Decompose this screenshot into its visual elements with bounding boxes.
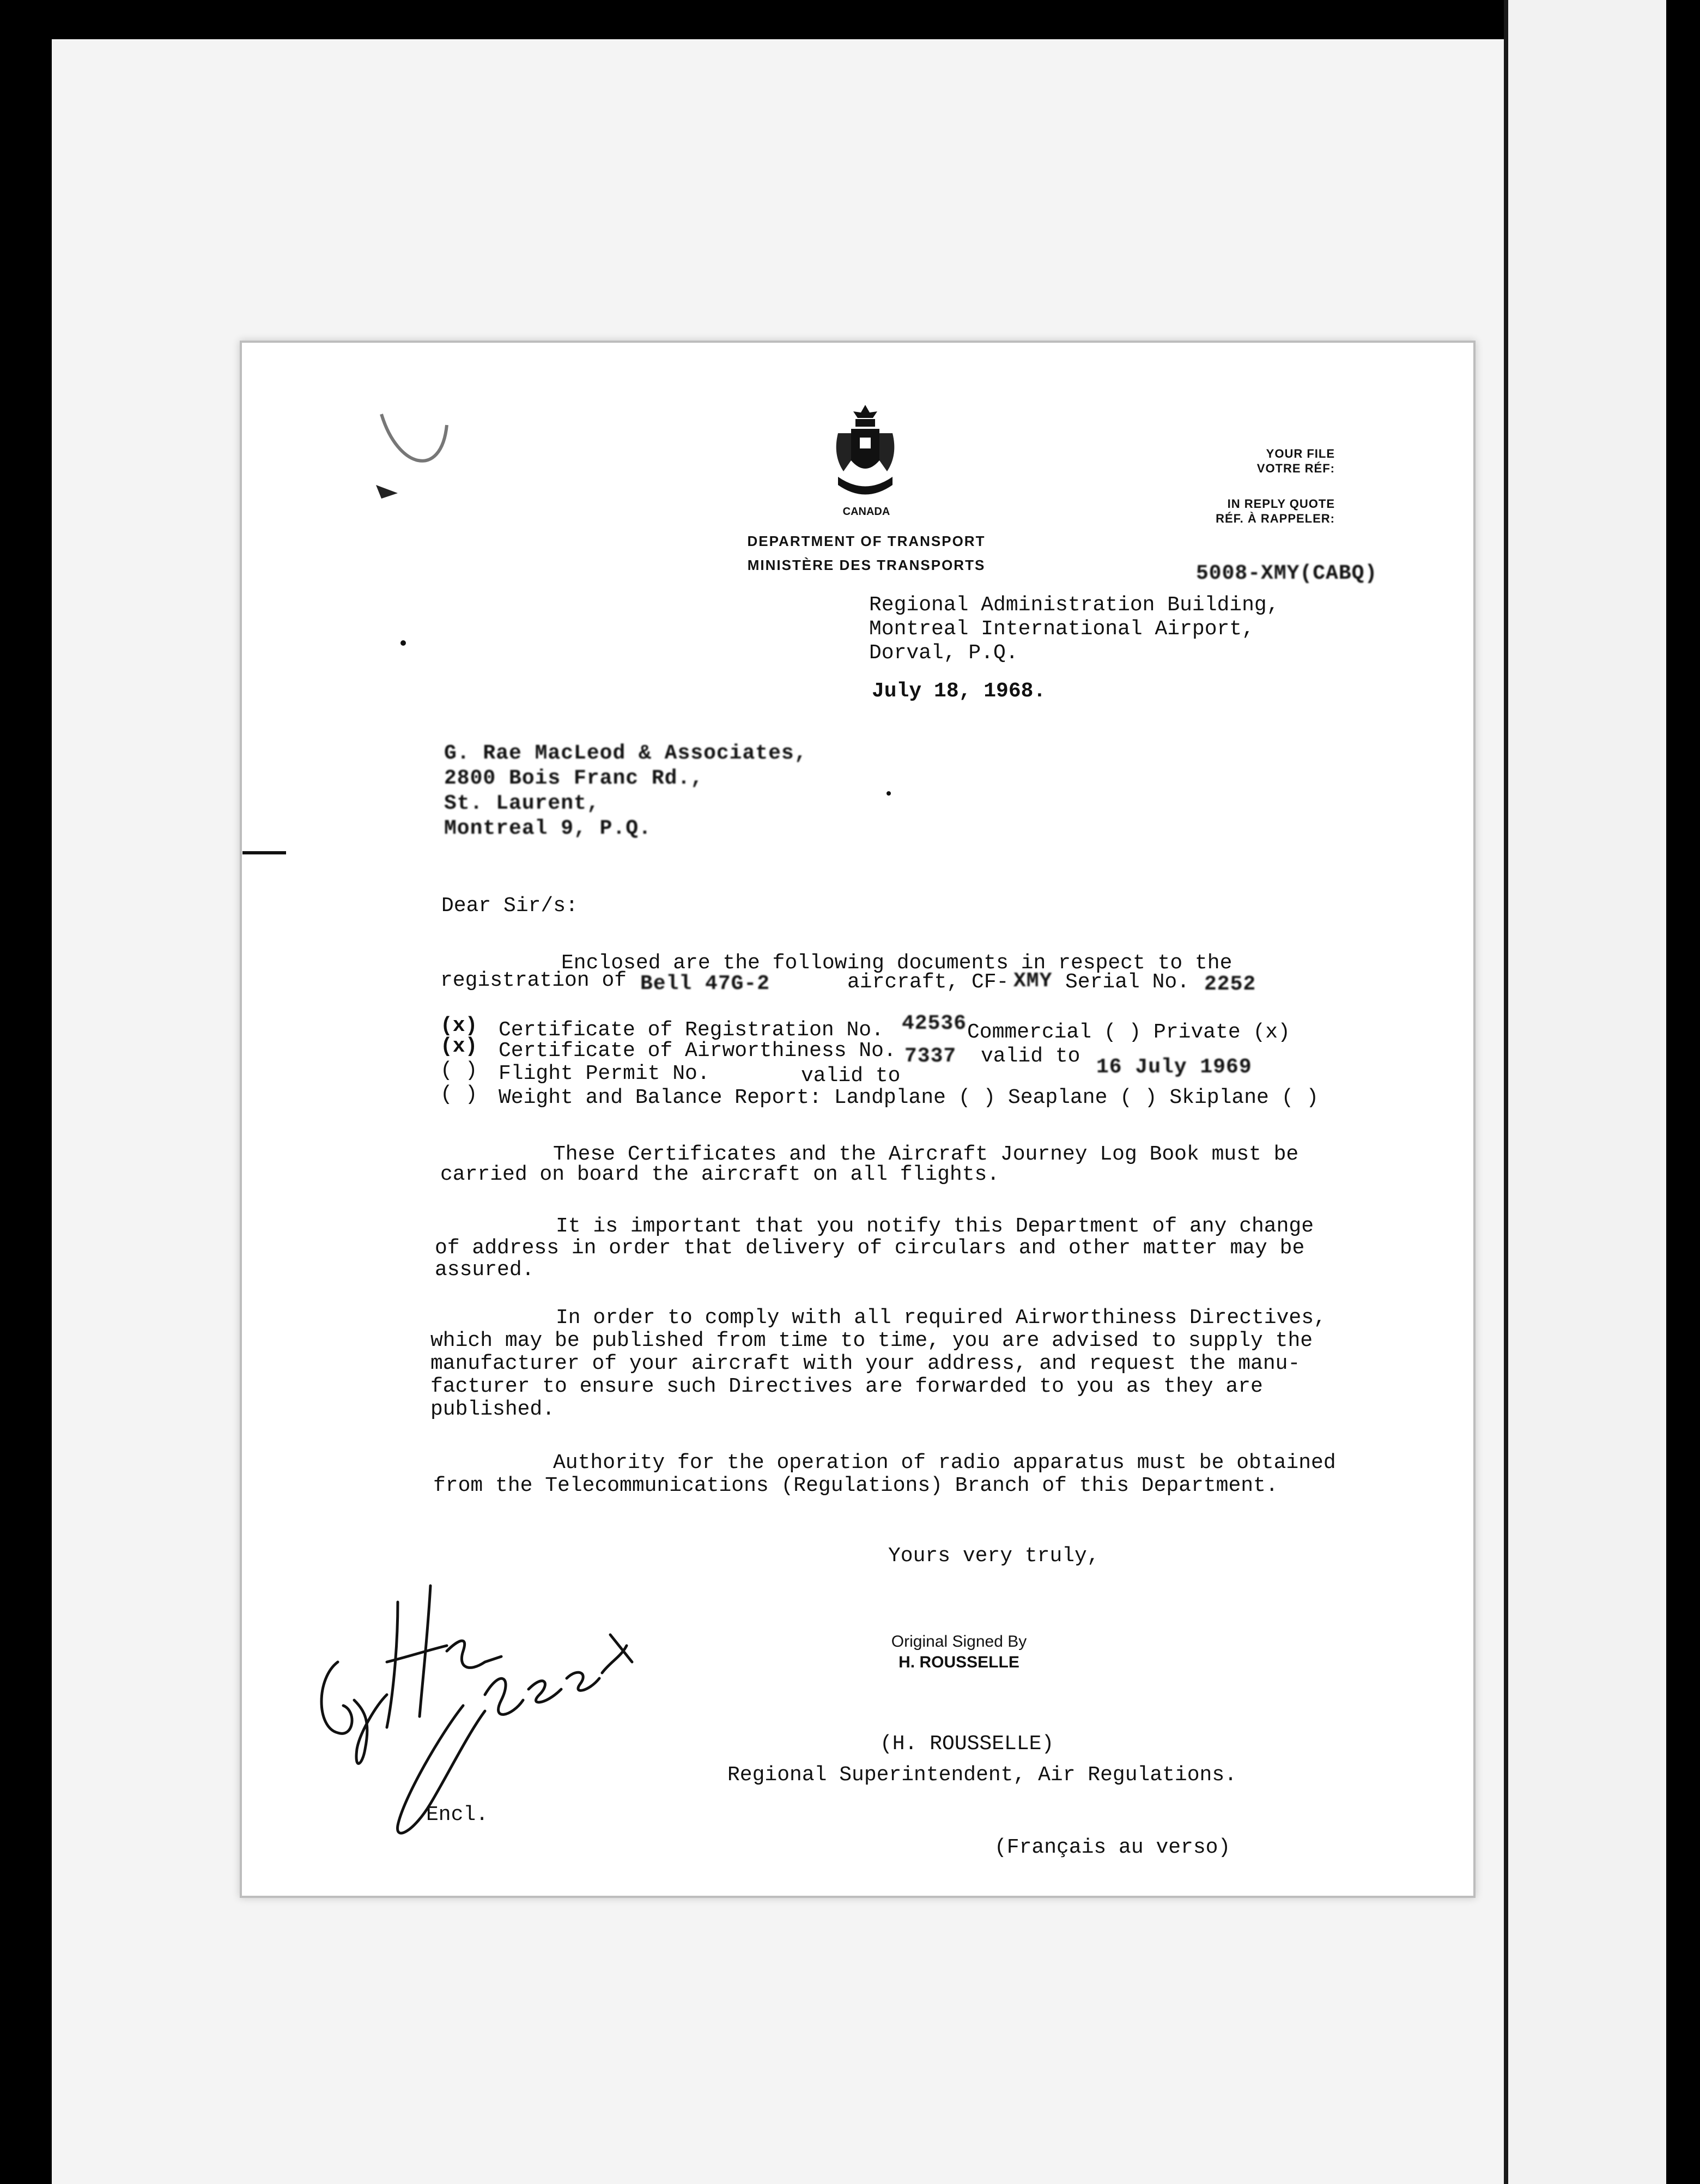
scan-border-left [0,0,52,2184]
checkbox-weight-balance: ( ) [440,1083,478,1106]
french-version-note: (Français au verso) [994,1836,1231,1859]
ref-a-rappeler-label: RÉF. À RAPPELER: [1216,512,1335,525]
airworthiness-cert-label: Certificate of Airworthiness No. [499,1039,896,1063]
scan-right-page-edge [1504,0,1666,2184]
registration-mark: XMY [1013,969,1053,993]
address-line-1: Regional Administration Building, [869,593,1279,617]
checkbox-airworthiness: (x) [440,1035,478,1058]
serial-label: Serial No. [1065,970,1190,994]
file-number: 5008-XMY(CABQ) [1196,562,1378,585]
coat-of-arms-icon [827,401,903,504]
scan-dot [887,791,891,796]
paragraph-3-line-2: which may be published from time to time, you are advised to supply the [430,1329,1313,1352]
signed-stamp-line-1: Original Signed By [891,1633,1027,1651]
paragraph-2-line-2: of address in order that delivery of circulars and other matter may be [435,1236,1305,1260]
airworthiness-valid-label: valid to [981,1045,1080,1068]
aircraft-label: aircraft, CF- [847,970,1009,994]
paragraph-1-line-2: carried on board the aircraft on all flights. [440,1163,1000,1186]
recipient-line-4: Montreal 9, P.Q. [444,817,652,840]
votre-ref-label: VOTRE RÉF: [1256,462,1335,475]
handwritten-signature [305,1569,643,1853]
recipient-line-3: St. Laurent, [444,792,600,815]
paragraph-3-line-1: In order to comply with all required Airworthiness Directives, [556,1306,1326,1330]
paragraph-3-line-3: manufacturer of your aircraft with your address, and request the manu- [430,1352,1301,1375]
scan-dot [400,640,406,646]
in-reply-quote-label: IN REPLY QUOTE [1227,497,1335,511]
intro-line-1: Enclosed are the following documents in respect to the [561,951,1232,975]
intro-registration-prefix: registration of [440,969,627,992]
paragraph-4-line-1: Authority for the operation of radio apparatus must be obtained [553,1451,1336,1475]
paragraph-2-line-3: assured. [435,1258,535,1282]
valediction: Yours very truly, [888,1544,1100,1568]
checkbox-flight-permit: ( ) [440,1059,478,1082]
country-label: CANADA [842,506,890,518]
paragraph-2-line-1: It is important that you notify this Department of any change [556,1215,1314,1238]
salutation: Dear Sir/s: [441,894,578,918]
department-en: DEPARTMENT OF TRANSPORT [747,533,986,549]
serial-number: 2252 [1204,973,1256,996]
address-line-3: Dorval, P.Q. [869,641,1018,665]
registration-cert-number: 42536 [902,1012,967,1035]
flight-permit-label: Flight Permit No. [499,1062,710,1085]
letter-date: July 18, 1968. [872,680,1046,703]
recipient-line-2: 2800 Bois Franc Rd., [444,767,704,790]
flight-permit-valid-label: valid to [801,1064,901,1088]
checkbox-registration: (x) [440,1014,478,1038]
signed-stamp-line-2: H. ROUSSELLE [898,1653,1019,1671]
staple-mark [360,403,469,501]
weight-balance-label: Weight and Balance Report: Landplane ( ) Seaplane ( ) Skiplane ( ) [499,1086,1319,1109]
registration-category-options: Commercial ( ) Private (x) [967,1021,1290,1044]
address-line-2: Montreal International Airport, [869,617,1254,641]
paragraph-1-line-1: These Certificates and the Aircraft Journey Log Book must be [553,1143,1299,1166]
paragraph-3-line-4: facturer to ensure such Directives are forwarded to you as they are [430,1375,1263,1398]
airworthiness-valid-date: 16 July 1969 [1096,1055,1252,1079]
scan-tick-mark [242,851,286,854]
registration-cert-label: Certificate of Registration No. [499,1018,884,1042]
paragraph-4-line-2: from the Telecommunications (Regulations) Branch of this Department. [433,1474,1278,1497]
paragraph-3-line-5: published. [430,1398,555,1421]
your-file-label: YOUR FILE [1266,447,1335,460]
signatory-title: Regional Superintendent, Air Regulations. [727,1763,1237,1787]
aircraft-type: Bell 47G-2 [640,972,770,996]
department-fr: MINISTÈRE DES TRANSPORTS [747,557,986,573]
recipient-line-1: G. Rae MacLeod & Associates, [444,742,807,765]
typed-signatory-name: (H. ROUSSELLE) [880,1732,1054,1756]
enclosure-note: Encl. [426,1803,489,1827]
airworthiness-cert-number: 7337 [904,1045,957,1068]
